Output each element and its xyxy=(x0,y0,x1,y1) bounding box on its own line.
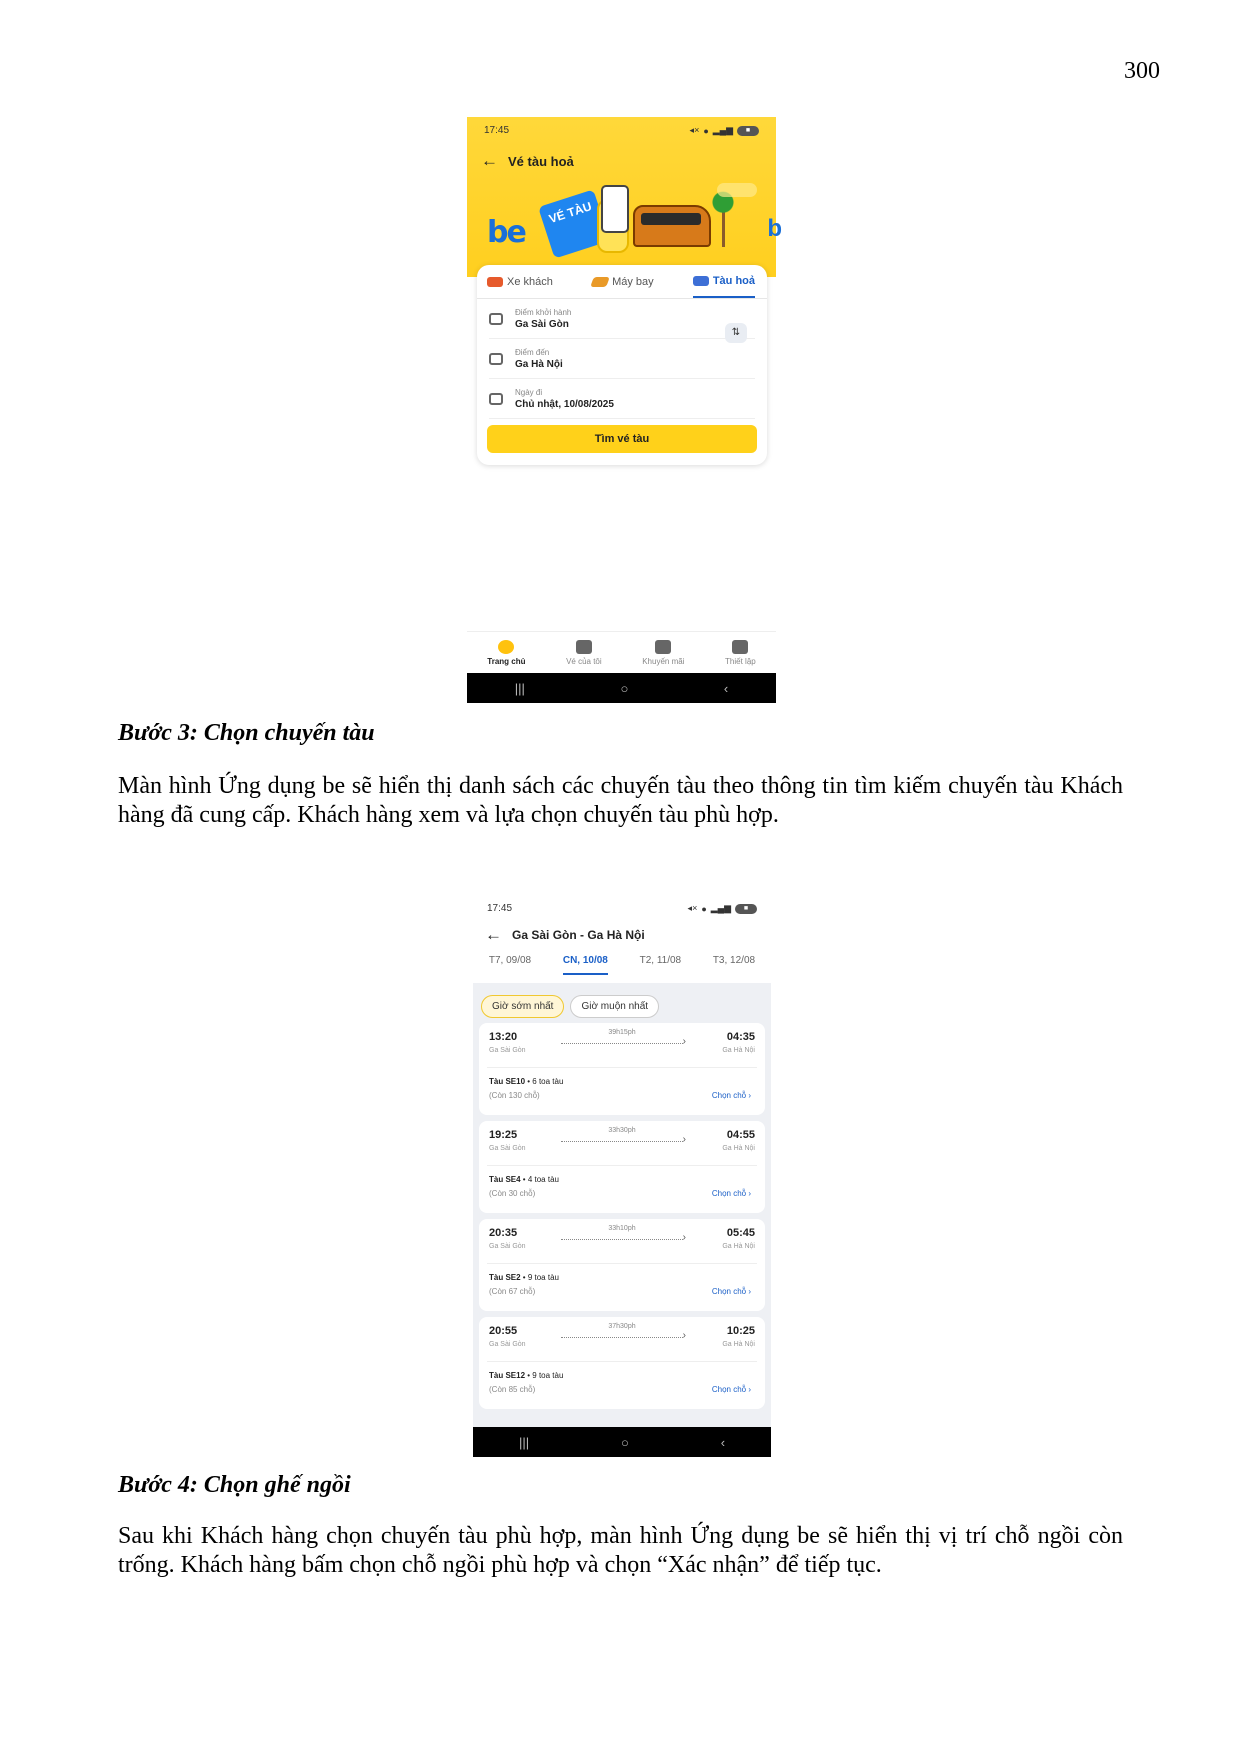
mute-icon: ◂× xyxy=(689,125,700,135)
trip-card[interactable] xyxy=(479,1023,765,1115)
nav-promotions[interactable] xyxy=(642,640,684,666)
calendar-icon xyxy=(489,393,503,405)
tab-date[interactable]: T7, 09/08 xyxy=(488,955,532,966)
mute-icon: ◂× xyxy=(687,903,698,913)
train-icon xyxy=(693,276,709,286)
train-illustration xyxy=(633,205,711,247)
filter-earliest[interactable]: Giờ sớm nhất xyxy=(481,995,564,1018)
depart-time: 13:20 xyxy=(489,1031,518,1043)
search-tickets-button[interactable]: Tìm vé tàu xyxy=(487,425,757,453)
tab-label: Tàu hoả xyxy=(712,274,755,287)
menu-grid-icon xyxy=(732,640,748,654)
home-button-icon[interactable]: ○ xyxy=(620,1434,629,1450)
recent-apps-icon[interactable]: ||| xyxy=(514,680,525,696)
location-icon: ● xyxy=(703,125,709,136)
route-line xyxy=(561,1141,683,1142)
sort-filters xyxy=(481,995,659,1018)
bus-icon xyxy=(487,277,503,287)
nav-settings[interactable] xyxy=(725,640,756,666)
divider xyxy=(487,1067,757,1068)
tab-date[interactable]: T2, 11/08 xyxy=(639,955,682,966)
signal-icon: ▂▄▆ xyxy=(712,125,733,135)
page-title: Vé tàu hoả xyxy=(508,153,574,169)
tab-date[interactable]: T3, 12/08 xyxy=(712,955,756,966)
route-line xyxy=(561,1239,683,1240)
arrive-station: Ga Hà Nội xyxy=(722,1341,755,1348)
tab-label: Xe khách xyxy=(507,275,553,288)
train-info: Tàu SE4 • 4 toa tàu xyxy=(489,1175,559,1184)
choose-seat-link[interactable]: Chọn chỗ › xyxy=(711,1287,751,1296)
step4-heading: Bước 4: Chọn ghế ngồi xyxy=(118,1472,351,1498)
android-nav-bar xyxy=(473,1427,771,1457)
depart-station: Ga Sài Gòn xyxy=(489,1243,526,1250)
destination-label: Điểm đến xyxy=(515,347,550,357)
train-cars: 9 toa tàu xyxy=(532,1371,564,1380)
transport-tabs xyxy=(477,265,767,299)
train-number: Tàu SE4 xyxy=(489,1175,521,1184)
depart-station: Ga Sài Gòn xyxy=(489,1047,526,1054)
recent-apps-icon[interactable]: ||| xyxy=(518,1434,530,1450)
arrive-station: Ga Hà Nội xyxy=(722,1243,755,1250)
battery-icon: ■ xyxy=(737,126,759,136)
ticket-illustration: VÉ TÀU xyxy=(538,189,610,258)
route-title: Ga Sài Gòn - Ga Hà Nội xyxy=(512,928,645,942)
train-info: Tàu SE2 • 9 toa tàu xyxy=(489,1273,559,1282)
nav-label: Vé của tôi xyxy=(566,656,602,666)
trip-duration: 33h10ph xyxy=(608,1225,636,1232)
origin-label: Điểm khởi hành xyxy=(515,307,572,317)
tab-date-selected[interactable]: CN, 10/08 xyxy=(563,955,608,975)
date-tabs xyxy=(473,955,771,975)
location-icon: ● xyxy=(701,903,707,914)
nav-label: Thiết lập xyxy=(725,656,756,666)
arrive-time: 04:35 xyxy=(726,1031,755,1043)
arrive-time: 04:55 xyxy=(726,1129,755,1141)
origin-field[interactable] xyxy=(489,299,755,339)
tab-train[interactable] xyxy=(693,273,755,298)
divider xyxy=(487,1263,757,1264)
back-arrow-icon[interactable]: ← xyxy=(485,925,502,944)
be-logo-partial: b xyxy=(767,215,782,242)
palm-tree-illustration xyxy=(711,191,735,247)
train-cars: 9 toa tàu xyxy=(527,1273,559,1282)
status-bar xyxy=(484,125,759,136)
origin-value: Ga Sài Gòn xyxy=(515,318,569,330)
page-number: 300 xyxy=(1124,58,1160,84)
depart-station: Ga Sài Gòn xyxy=(489,1145,526,1152)
step4-body: Sau khi Khách hàng chọn chuyến tàu phù hợp, màn hình Ứng dụng be sẽ hiển thị vị trí chỗ ngồi còn trống. Khách hàng bấm chọn chỗ ngồi phù hợp và chọn “Xác nhận” để tiếp tục. xyxy=(118,1523,1123,1578)
divider xyxy=(487,1165,757,1166)
app-header xyxy=(485,925,645,945)
arrive-station: Ga Hà Nội xyxy=(722,1047,755,1054)
status-icons xyxy=(688,903,757,914)
nav-label: Khuyến mãi xyxy=(642,656,685,666)
choose-seat-link[interactable]: Chọn chỗ › xyxy=(711,1385,751,1394)
train-number: Tàu SE10 xyxy=(489,1077,526,1086)
trip-card[interactable] xyxy=(479,1121,765,1213)
trip-duration: 37h30ph xyxy=(608,1323,636,1330)
station-icon xyxy=(489,353,503,365)
bottom-nav xyxy=(467,631,776,673)
trip-duration: 33h30ph xyxy=(608,1127,636,1134)
seats-left: (Còn 67 chỗ) xyxy=(489,1287,536,1296)
status-time: 17:45 xyxy=(484,125,510,136)
cloud-illustration xyxy=(717,183,757,197)
nav-my-tickets[interactable] xyxy=(566,640,602,666)
home-icon xyxy=(498,640,514,654)
nav-home[interactable] xyxy=(487,640,525,666)
depart-time: 19:25 xyxy=(489,1129,518,1141)
screenshot-train-search xyxy=(467,117,782,703)
tab-label: Máy bay xyxy=(612,275,654,288)
seats-left: (Còn 30 chỗ) xyxy=(489,1189,536,1198)
route-line xyxy=(561,1043,683,1044)
train-cars: 6 toa tàu xyxy=(532,1077,564,1086)
trip-card[interactable] xyxy=(479,1317,765,1409)
back-arrow-icon[interactable]: ← xyxy=(481,151,498,170)
tab-bus[interactable] xyxy=(487,273,553,298)
destination-field[interactable] xyxy=(489,339,755,379)
signal-icon: ▂▄▆ xyxy=(710,903,731,913)
swap-stations-button[interactable]: ⇅ xyxy=(725,323,747,343)
depart-station: Ga Sài Gòn xyxy=(489,1341,526,1348)
date-label: Ngày đi xyxy=(515,387,543,397)
status-bar xyxy=(487,903,757,914)
app-header xyxy=(481,151,574,171)
depart-time: 20:55 xyxy=(489,1325,518,1337)
ticket-icon xyxy=(576,640,592,654)
train-cars: 4 toa tàu xyxy=(527,1175,559,1184)
trip-list xyxy=(479,1023,765,1415)
step3-body: Màn hình Ứng dụng be sẽ hiển thị danh sách các chuyến tàu theo thông tin tìm kiếm chuyến tàu Khách hàng đã cung cấp. Khách hàng xem và lựa chọn chuyến tàu phù hợp. xyxy=(118,773,1123,828)
promo-banner[interactable] xyxy=(467,183,782,273)
seats-left: (Còn 85 chỗ) xyxy=(489,1385,536,1394)
battery-icon: ■ xyxy=(735,904,757,914)
station-icon xyxy=(489,313,503,325)
destination-value: Ga Hà Nội xyxy=(515,358,563,370)
train-number: Tàu SE2 xyxy=(489,1273,521,1282)
back-button-icon[interactable]: ‹ xyxy=(720,1434,726,1450)
arrive-time: 05:45 xyxy=(726,1227,755,1239)
android-nav-bar xyxy=(467,673,776,703)
trip-duration: 39h15ph xyxy=(608,1029,636,1036)
choose-seat-link[interactable]: Chọn chỗ › xyxy=(711,1091,751,1100)
status-time: 17:45 xyxy=(487,903,513,914)
divider xyxy=(487,1361,757,1362)
be-logo: be xyxy=(487,215,525,250)
route-line xyxy=(561,1337,683,1338)
back-button-icon[interactable]: ‹ xyxy=(723,680,729,696)
step3-heading: Bước 3: Chọn chuyến tàu xyxy=(118,720,375,746)
train-info: Tàu SE12 • 9 toa tàu xyxy=(489,1371,564,1380)
nav-label: Trang chủ xyxy=(487,656,526,666)
depart-time: 20:35 xyxy=(489,1227,518,1239)
date-value: Chủ nhật, 10/08/2025 xyxy=(515,398,614,410)
home-button-icon[interactable]: ○ xyxy=(620,680,629,696)
choose-seat-link[interactable]: Chọn chỗ › xyxy=(711,1189,751,1198)
screenshot-train-list xyxy=(473,895,771,1457)
arrive-station: Ga Hà Nội xyxy=(722,1145,755,1152)
seats-left: (Còn 130 chỗ) xyxy=(489,1091,540,1100)
arrive-time: 10:25 xyxy=(726,1325,755,1337)
plane-icon xyxy=(590,277,610,287)
search-card xyxy=(477,265,767,465)
status-icons xyxy=(690,125,759,136)
tab-flight[interactable] xyxy=(592,273,654,298)
promo-icon xyxy=(655,640,671,654)
trip-card[interactable] xyxy=(479,1219,765,1311)
phone-illustration xyxy=(601,185,629,233)
filter-latest[interactable]: Giờ muộn nhất xyxy=(570,995,659,1018)
train-info: Tàu SE10 • 6 toa tàu xyxy=(489,1077,564,1086)
date-field[interactable] xyxy=(489,379,755,419)
train-number: Tàu SE12 xyxy=(489,1371,526,1380)
